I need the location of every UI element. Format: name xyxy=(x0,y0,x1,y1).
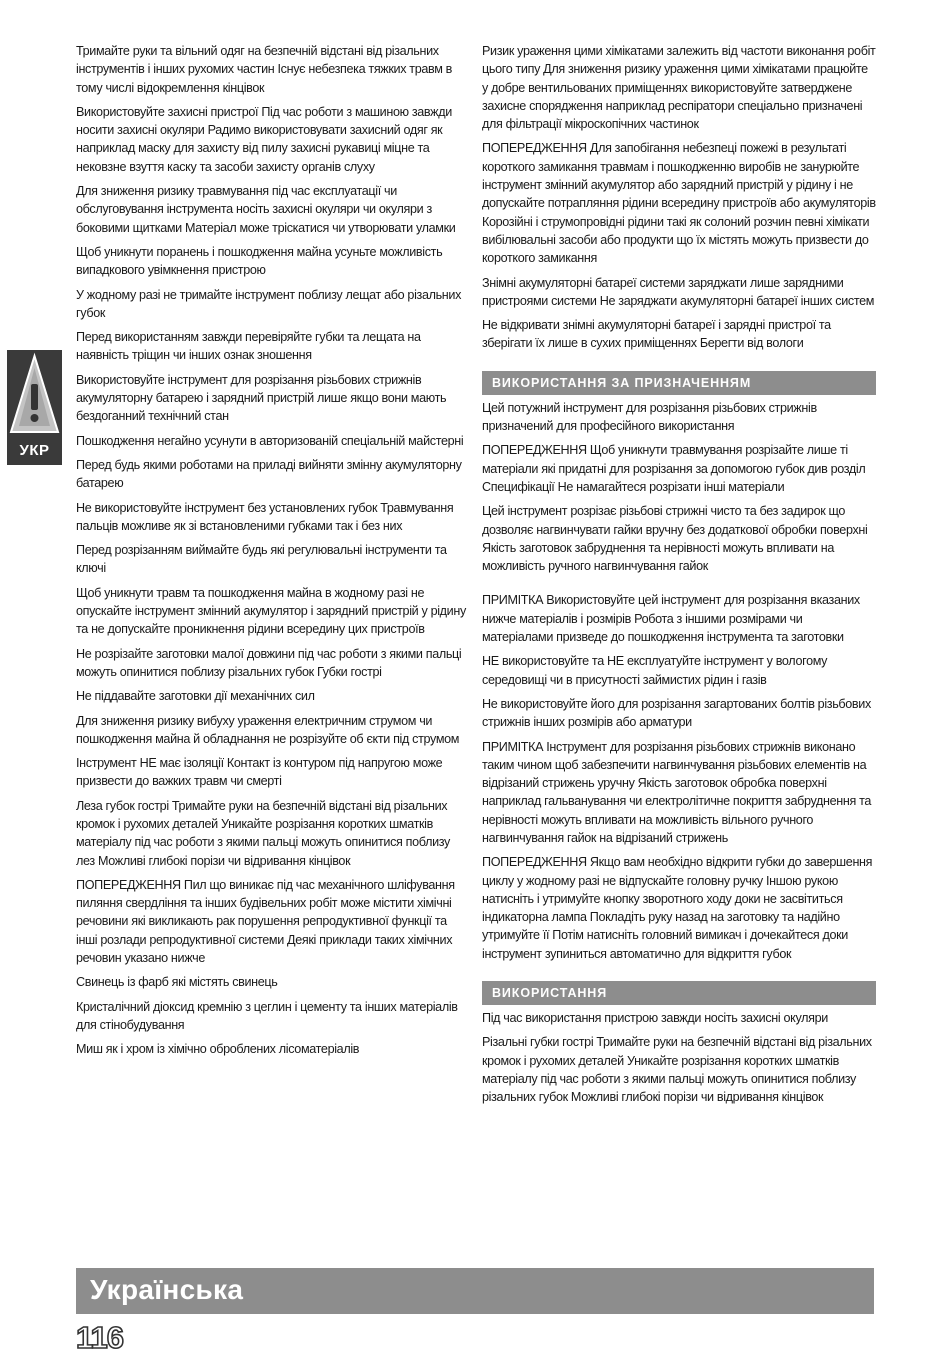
paragraph: Перед будь якими роботами на приладі вийняти змінну акумуляторну батарею xyxy=(76,457,462,491)
paragraph: Цей інструмент розрізає різьбові стрижні чисто та без задирок що дозволяє нагвинчувати гайки вручну без додаткової обробки поверхні Якість заготовок забруднення та нерівності можуть впливати на можливість ручного нагвинчування гайок xyxy=(482,504,868,574)
paragraph: Знімні акумуляторні батареї системи заряджати лише зарядними пристроями системи Не заряджати акумуляторні батареї інших систем xyxy=(482,275,875,308)
paragraph: ПРИМІТКА Інструмент для розрізання різьбових стрижнів виконано таким чином щоб забезпечити нагвинчування різьбових елементів на відрізаний стрижень уручну Якість заготовок обробка поверхні наприклад гальванування чи електролітичне покриття забруднення та нерівності можуть впливати на можливість вільного ручного нагвинчування гайок на відрізаний стрижень xyxy=(482,739,872,845)
list-item: Миш як і хром із хімічно оброблених лісоматеріалів xyxy=(76,1042,360,1057)
footer-language-bar xyxy=(76,1268,874,1314)
paragraph: Використовуйте захисні пристрої Під час роботи з машиною завжди носити захисні окуляри Радимо використовувати захисний одяг як наприклад маску для захисту від пилу захисні рукавиці міцне та нековзне взуття каску та засоби захисту органів слуху xyxy=(76,104,452,174)
paragraph: ПОПЕРЕДЖЕННЯ Щоб уникнути травмування розрізайте лише ті матеріали які придатні для розрізання за допомогою губок див розділ Специфікації Не намагайтеся розрізати інші матеріали xyxy=(482,443,866,494)
paragraph: Не розрізайте заготовки малої довжини під час роботи з якими пальці можуть опинитися поблизу різальних губок Губки гострі xyxy=(76,646,462,679)
paragraph: Леза губок гострі Тримайте руки на безпечній відстані від різальних кромок і рухомих деталей Уникайте розрізання коротких шматків матеріалу під час роботи з якими пальці можуть опинитися поблизу лез Можливі глибокі порізи чи відривання кінцівок xyxy=(76,798,450,868)
left-column xyxy=(76,42,470,1065)
warning-icon xyxy=(7,350,62,445)
paragraph: ПОПЕРЕДЖЕННЯ Якщо вам необхідно відкрити губки до завершення циклу у жодному разі не відпускайте головну ручку Іншою рукою натисніть і утримуйте кнопку зворотного ходу доки не засвітиться індикаторна лампа Покладіть руку назад на заготовку та надійно утримуйте її Потім натисніть головний вимикач і дочекайтеся доки інструмент зупиниться автоматично для відкриття губок xyxy=(482,855,873,961)
list-item: Кристалічний діоксид кремнію з цеглин і цементу та інших матеріалів для стінобудування xyxy=(76,999,458,1032)
paragraph: Цей потужний інструмент для розрізання різьбових стрижнів призначений для професійного використання xyxy=(482,400,817,434)
paragraph: Для зниження ризику вибуху ураження електричним струмом чи пошкодження майна й обладнання не розрізуйте об єкти під струмом xyxy=(76,713,460,746)
paragraph: Не відкривати знімні акумуляторні батареї і зарядні пристрої та зберігати їх лише в сухих приміщеннях Берегти від вологи xyxy=(482,318,831,351)
paragraph: Перед розрізанням виймайте будь які регулювальні інструменти та ключі xyxy=(76,543,447,576)
paragraph: У жодному разі не тримайте інструмент поблизу лещат або різальних губок xyxy=(76,287,462,320)
language-tab xyxy=(7,350,62,465)
paragraph: Тримайте руки та вільний одяг на безпечній відстані від різальних інструментів і інших рухомих частин Існує небезпека тяжких травм в тому числі відокремлення кінцівок xyxy=(76,44,453,95)
right-column xyxy=(482,42,876,1113)
paragraph: Використовуйте інструмент для розрізання різьбових стрижнів акумуляторну батарею і зарядний пристрій лише якщо вони мають бездоганний технічний стан xyxy=(76,372,447,424)
page-number: 116 xyxy=(76,1320,124,1355)
paragraph: Не використовуйте його для розрізання загартованих болтів різьбових стрижнів інших розмірів або арматури xyxy=(482,696,871,730)
paragraph: Пошкодження негайно усунути в авторизованій спеціальній майстерні xyxy=(76,433,464,448)
paragraph: Під час використання пристрою завжди носіть захисні окуляри xyxy=(482,1011,828,1026)
paragraph: ПОПЕРЕДЖЕННЯ Пил що виникає під час механічного шліфування пиляння свердління та інших будівельних робіт може містити хімічні речовини які викликають рак порушення репродуктивної функції та інші розлади репродуктивної системи Деякі приклади таких хімічних речовин указано нижче xyxy=(76,877,455,966)
paragraph: Перед використанням завжди перевіряйте губки та лещата на наявність тріщин чи інших ознак зношення xyxy=(76,330,421,363)
section-heading-intended-use: ВИКОРИСТАННЯ ЗА ПРИЗНАЧЕННЯМ xyxy=(482,371,876,395)
language-tab-label: УКР xyxy=(19,442,50,459)
paragraph: Не піддавайте заготовки дії механічних сил xyxy=(76,689,315,704)
paragraph: Ризик ураження цими хімікатами залежить від частоти виконання робіт цього типу Для зниження ризику ураження цими хімікатами працюйте у добре вентильованих приміщеннях використовуйте затверджене захисне спорядження наприклад респіратори спеціально призначені для фільтрації мікроскопічних частинок xyxy=(482,44,876,132)
paragraph: НЕ використовуйте та НЕ експлуатуйте інструмент у вологому середовищі чи в присутності займистих рідин і газів xyxy=(482,654,828,687)
paragraph: ПОПЕРЕДЖЕННЯ Для запобігання небезпеці пожежі в результаті короткого замикання травмам і пошкодженню виробів не занурюйте інструмент змінний акумулятор або зарядний пристрій у рідину і не допускайте потрапляння рідини всередину пристроїв або акумуляторів Корозійні і струмопровідні рідини такі як солоний розчин певні хімікати вибілювальні засоби або продукти що їх містять можуть призвести до короткого замикання xyxy=(482,141,876,266)
paragraph: Інструмент НЕ має ізоляції Контакт із контуром під напругою може призвести до важких травм чи смерті xyxy=(76,756,443,789)
paragraph: ПРИМІТКА Використовуйте цей інструмент для розрізання вказаних нижче матеріалів і розмірів Робота з іншими розмірами чи матеріалами призведе до пошкодження інструмента та заготовки xyxy=(482,593,860,645)
list-item: Свинець із фарб які містять свинець xyxy=(76,975,278,990)
paragraph: Не використовуйте інструмент без установлених губок Травмування пальців можливе як зі встановленими губками так і без них xyxy=(76,500,454,533)
footer-language-label: Українська xyxy=(90,1274,244,1305)
section-heading-usage: ВИКОРИСТАННЯ xyxy=(482,981,876,1005)
paragraph: Для зниження ризику травмування під час експлуатації чи обслуговування інструмента носіть захисні окуляри чи окуляри з боковими щитками Матеріал може тріскатися чи утворювати уламки xyxy=(76,184,456,235)
paragraph: Щоб уникнути травм та пошкодження майна в жодному разі не опускайте інструмент змінний акумулятор і зарядний пристрій у рідину та не допускайте проникнення рідини всередину цих пристроїв xyxy=(76,585,466,637)
paragraph: Різальні губки гострі Тримайте руки на безпечній відстані від різальних кромок і рухомих деталей Уникайте розрізання коротких шматків матеріалу під час роботи з якими пальці можуть опинитися поблизу різальних губок Можливі глибокі порізи чи відривання кінцівок xyxy=(482,1035,872,1105)
paragraph: Щоб уникнути поранень і пошкодження майна усуньте можливість випадкового увімкнення пристрою xyxy=(76,244,443,278)
